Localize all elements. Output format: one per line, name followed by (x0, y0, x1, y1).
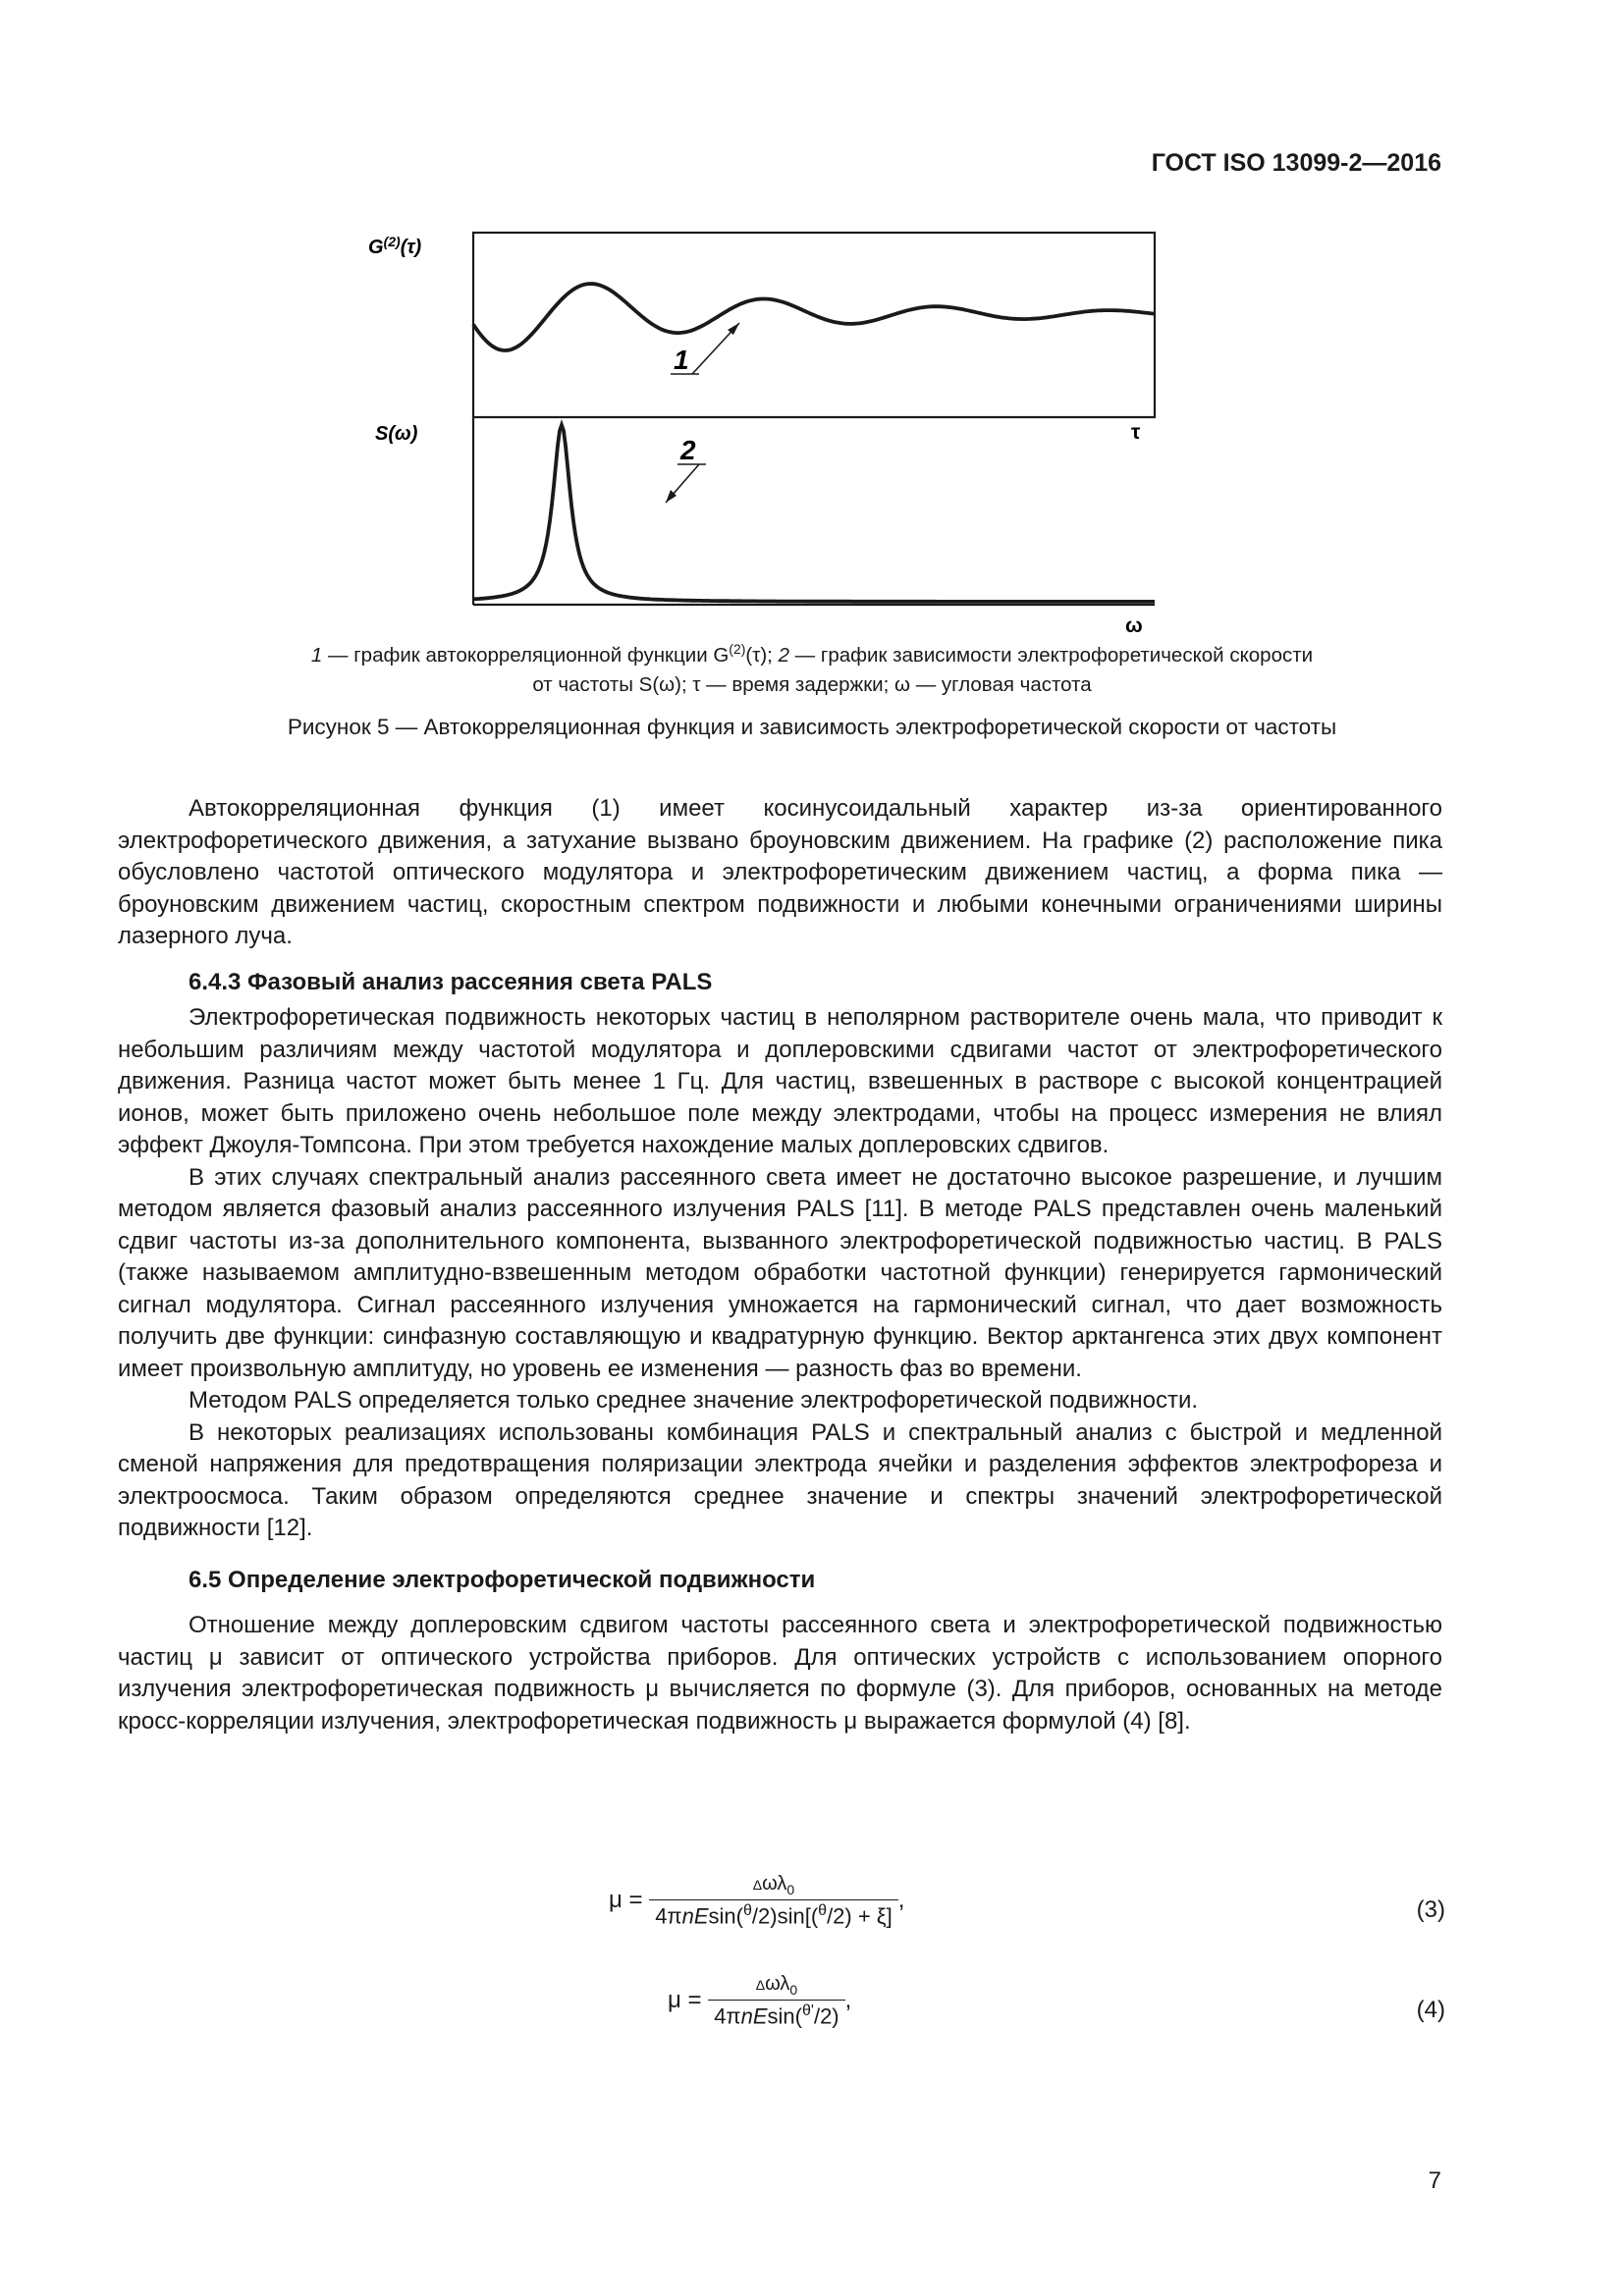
formula-3-number: (3) (1416, 1896, 1445, 1923)
paragraph-1: Автокорреляционная функция (1) имеет косинусоидальный характер из-за ориентированного электрофоретического движения, а затухание вызвано броуновским движением. На графике (2) расположение пика обусловлено частотой оптического модулятора и электрофоретическим движением частиц, а форма пика — броуновским движением частиц, скоростным спектром подвижности и любыми конечными ограничениями ширины лазерного луча. (118, 795, 1442, 949)
figure-5 (368, 224, 1188, 646)
paragraph-6: Отношение между доплеровским сдвигом частоты рассеянного света и электрофоретической подвижностью частиц μ зависит от оптического устройства приборов. Для оптических устройств с использованием опорного излучения электрофоретическая подвижность μ вычисляется по формуле (3). Для приборов, основанных на методе кросс-корреляции излучения, электрофоретическая подвижность μ выражается формулой (4) [8]. (118, 1612, 1442, 1735)
legend-line-2: от частоты S(ω); τ — время задержки; ω — угловая частота (532, 672, 1092, 696)
paragraph-4: Методом PALS определяется только среднее значение электрофоретической подвижности. (189, 1387, 1199, 1414)
lower-y-label: S(ω) (375, 423, 418, 445)
lower-x-label: ω (1125, 614, 1143, 637)
page-number: 7 (1428, 2167, 1441, 2194)
curve-2-label: 2 (680, 435, 696, 465)
curve-1-label: 1 (674, 345, 689, 375)
section-heading-6-4-3: 6.4.3 Фазовый анализ рассеяния света PALS (189, 968, 713, 995)
paragraph-2: Электрофоретическая подвижность некоторых частиц в неполярном растворителе очень мала, что приводит к небольшим различиям между частотой модулятора и доплеровскими сдвигами частот от электрофоретического движения. Разница частот может быть менее 1 Гц. Для частиц, взвешенных в растворе с высокой концентрацией ионов, может быть приложено очень небольшое поле между электродами, чтобы на процесс измерения не влиял эффект Джоуля-Томпсона. При этом требуется нахождение малых доплеровских сдвигов. (118, 1004, 1442, 1158)
body-text (118, 793, 1442, 1737)
section-heading-6-5: 6.5 Определение электрофоретической подвижности (189, 1566, 816, 1593)
upper-x-label: τ (1131, 421, 1141, 444)
formula-4-number: (4) (1416, 1997, 1445, 2023)
document-code: ГОСТ ISO 13099-2—2016 (1151, 149, 1441, 177)
spectrum-peak-curve (473, 425, 1155, 602)
formula-3: μ = $\frac{\Delta\omega\lambda_0}{4\pi nEsin(^\theta/2)\sin[(^\theta/2) + \xi]}$ , (609, 1873, 905, 1929)
upper-plot-frame (473, 233, 1155, 417)
figure-5-plot (368, 224, 1188, 646)
paragraph-5: В некоторых реализациях использованы комбинация PALS и спектральный анализ с быстрой и медленной сменой напряжения для предотвращения поляризации электрода ячейки и разделения эффектов электрофореза и электроосмоса. Таким образом определяются среднее значение и спектры значений электрофоретической подвижности [12]. (118, 1418, 1442, 1541)
upper-y-label: $G^{(2)}(\tau)$ (368, 234, 422, 258)
autocorrelation-curve (473, 284, 1154, 350)
legend-line-1: 1 — график автокорреляционной функции $G^{(2)}(\tau)$; 2 — график зависимости электрофоретической скорости (310, 641, 1314, 667)
formula-4: μ = $\frac{\Delta\omega\lambda_0}{4\pi nEsin(^{\theta'}/2)}$ , (668, 1973, 852, 2029)
paragraph-3: В этих случаях спектральный анализ рассеянного света имеет не достаточно высокое разрешение, и лучшим методом является фазовый анализ рассеянного излучения PALS [11]. В методе PALS представлен очень маленький сдвиг частоты из-за дополнительного компонента, вызванного электрофоретической подвижностью частиц. В PALS (также называемом амплитудно-взвешенным методом обработки частотной функции) генерируется гармонический сигнал модулятора. Сигнал рассеянного излучения умножается на гармонический сигнал, что дает возможность получить две функции: синфазную составляющую и квадратурную функцию. Вектор арктангенса этих двух компонент имеет произвольную амплитуду, но уровень ее изменения — разность фаз во времени. (118, 1163, 1442, 1382)
figure-caption: Рисунок 5 — Автокорреляционная функция и зависимость электрофоретической скорости от частоты (287, 715, 1337, 739)
figure-legend (157, 634, 1467, 700)
